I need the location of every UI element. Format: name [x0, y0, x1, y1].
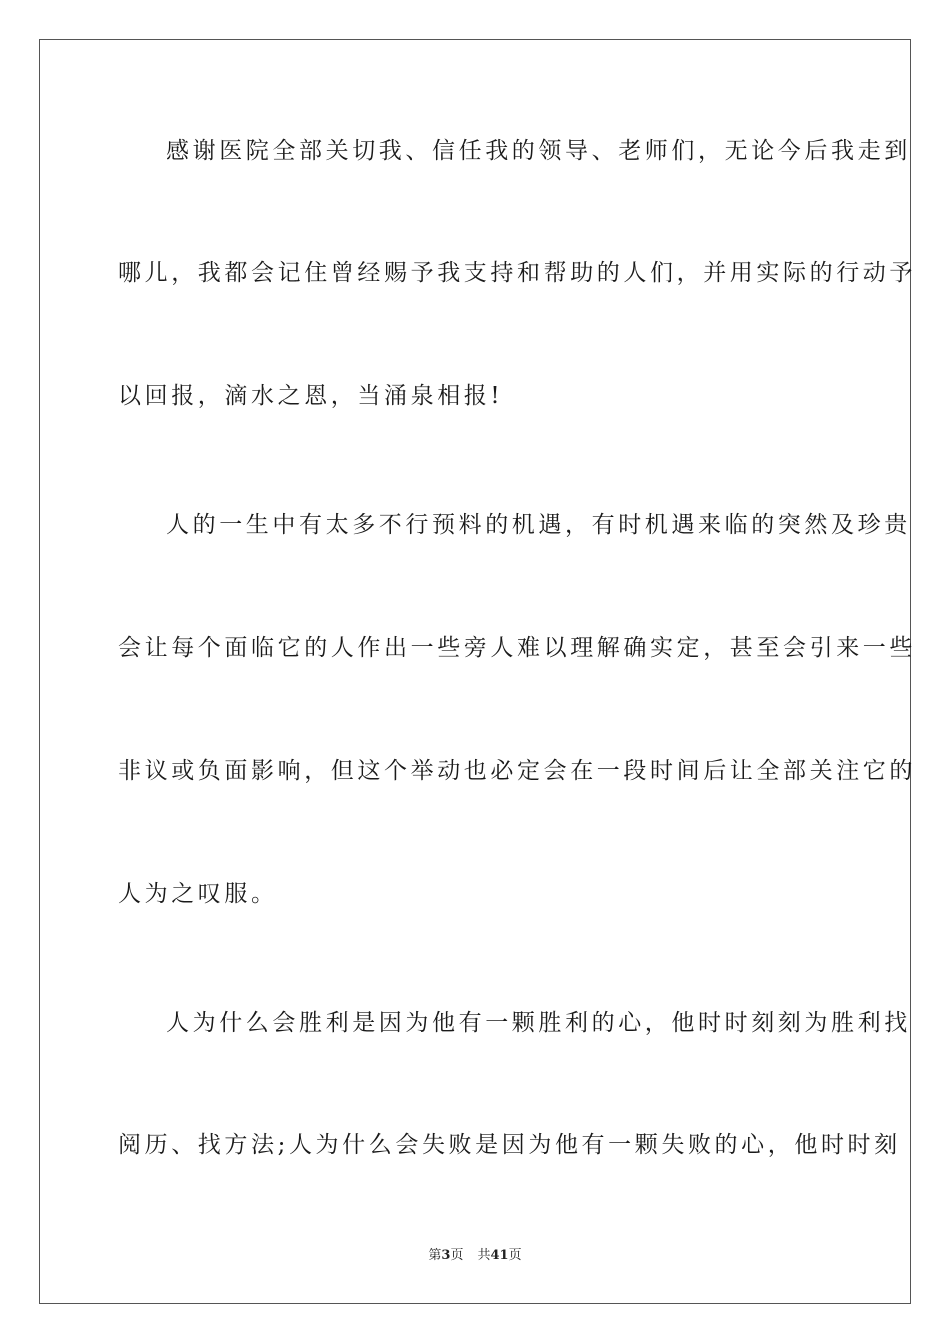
page-prefix: 第	[428, 1248, 442, 1263]
page-suffix: 页	[450, 1248, 464, 1263]
total-suffix: 页	[508, 1248, 522, 1263]
paragraph-2-line-2: 会让每个面临它的人作出一些旁人难以理解确实定，甚至会引来一些	[118, 635, 916, 661]
page-number: 3	[441, 1248, 451, 1263]
paragraph-1-line-2: 哪儿，我都会记住曾经赐予我支持和帮助的人们，并用实际的行动予	[118, 260, 916, 286]
page-footer	[0, 1247, 950, 1265]
paragraph-3-line-2: 阅历、找方法;人为什么会失败是因为他有一颗失败的心，他时时刻	[118, 1132, 901, 1158]
paragraph-3-line-1: 人为什么会胜利是因为他有一颗胜利的心，他时时刻刻为胜利找	[166, 1010, 911, 1036]
paragraph-2-line-1: 人的一生中有太多不行预料的机遇，有时机遇来临的突然及珍贵	[166, 512, 911, 538]
paragraph-1-line-3: 以回报，滴水之恩，当涌泉相报!	[118, 383, 504, 409]
total-prefix: 共	[477, 1248, 491, 1263]
paragraph-2-line-3: 非议或负面影响，但这个举动也必定会在一段时间后让全部关注它的	[118, 758, 916, 784]
page-border	[39, 39, 916, 1304]
paragraph-2-line-4: 人为之叹服。	[118, 881, 278, 907]
paragraph-1-line-1: 感谢医院全部关切我、信任我的领导、老师们，无论今后我走到	[166, 138, 911, 164]
total-pages: 41	[490, 1248, 509, 1263]
